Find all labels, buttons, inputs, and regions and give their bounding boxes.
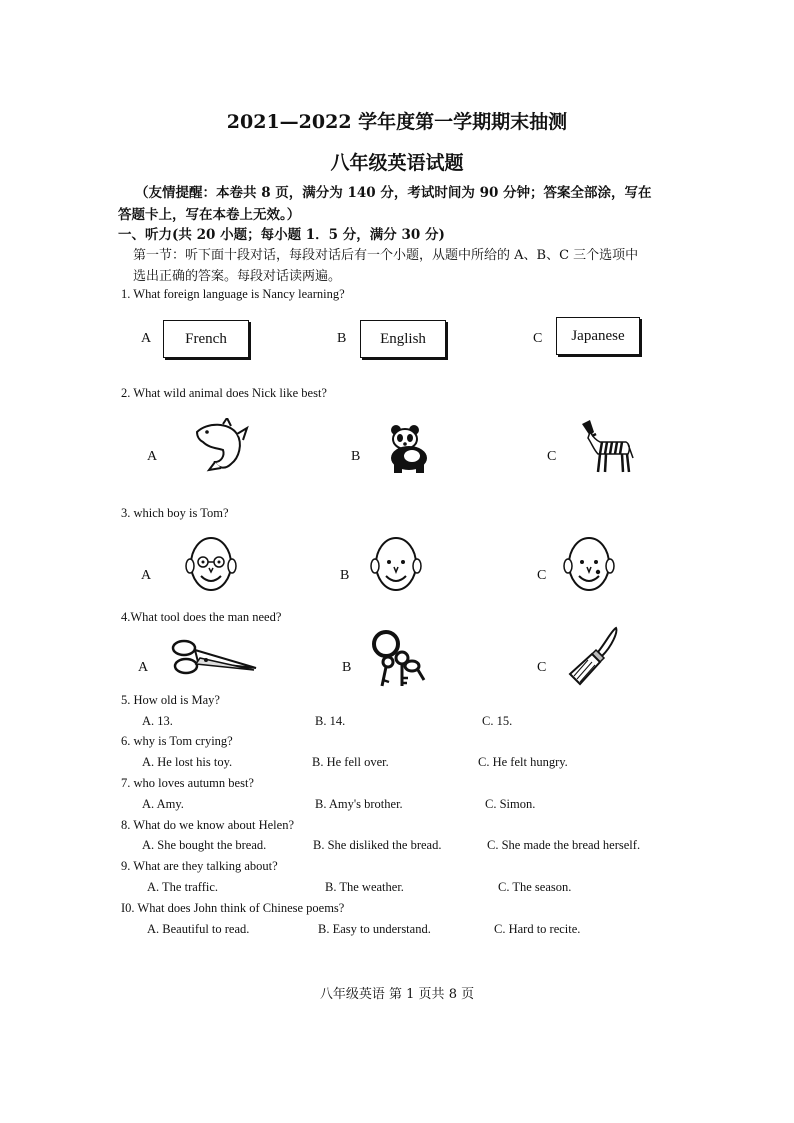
answer-box-japanese: Japanese bbox=[556, 317, 640, 355]
exam-subtitle: 八年级英语试题 bbox=[330, 152, 464, 174]
dolphin-icon bbox=[193, 418, 251, 474]
option-b: B. Easy to understand. bbox=[318, 922, 431, 936]
option-letter-c: C bbox=[537, 568, 547, 583]
section-instruction-line2: 选出正确的答案。每段对话读两遍。 bbox=[133, 269, 342, 284]
answer-box-english: English bbox=[360, 320, 446, 358]
option-letter-a: A bbox=[141, 331, 152, 346]
question-2: 2. What wild animal does Nick like best? bbox=[121, 386, 327, 400]
question-10: I0. What does John think of Chinese poems? bbox=[121, 901, 345, 915]
page-footer: 八年级英语 第 1 页共 8 页 bbox=[319, 987, 475, 1002]
option-letter-a: A bbox=[138, 660, 149, 675]
scissors-icon bbox=[170, 638, 258, 678]
zebra-icon bbox=[578, 418, 634, 474]
question-4: 4.What tool does the man need? bbox=[121, 610, 282, 624]
option-a: A. She bought the bread. bbox=[142, 838, 267, 852]
question-1: 1. What foreign language is Nancy learning? bbox=[121, 287, 345, 301]
option-c: C. The season. bbox=[498, 880, 572, 894]
option-letter-a: A bbox=[147, 449, 158, 464]
option-c: C. 15. bbox=[482, 714, 513, 728]
face-bald-icon bbox=[370, 532, 422, 596]
option-a: A. 13. bbox=[142, 714, 173, 728]
option-b: B. He fell over. bbox=[312, 755, 389, 769]
option-c: C. Simon. bbox=[485, 797, 536, 811]
option-b: B. 14. bbox=[315, 714, 346, 728]
answer-box-french: French bbox=[163, 320, 249, 358]
face-mole-icon bbox=[563, 532, 615, 596]
option-a: A. Beautiful to read. bbox=[147, 922, 250, 936]
question-5: 5. How old is May? bbox=[121, 693, 220, 707]
option-b: B. Amy's brother. bbox=[315, 797, 403, 811]
keys-icon bbox=[368, 628, 426, 690]
panda-icon bbox=[388, 424, 430, 474]
option-c: C. He felt hungry. bbox=[478, 755, 568, 769]
option-a: A. Amy. bbox=[142, 797, 184, 811]
question-9: 9. What are they talking about? bbox=[121, 859, 278, 873]
question-7: 7. who loves autumn best? bbox=[121, 776, 254, 790]
option-letter-b: B bbox=[351, 449, 361, 464]
exam-note-line1: （友情提醒：本卷共 8 页，满分为 140 分，考试时间为 90 分钟；答案全部涂，写在 bbox=[135, 185, 652, 201]
option-c: C. Hard to recite. bbox=[494, 922, 581, 936]
option-a: A. He lost his toy. bbox=[142, 755, 233, 769]
paintbrush-icon bbox=[568, 626, 620, 688]
question-3: 3. which boy is Tom? bbox=[121, 506, 229, 520]
face-glasses-icon bbox=[185, 532, 237, 596]
option-letter-b: B bbox=[337, 331, 347, 346]
option-b: B. The weather. bbox=[325, 880, 404, 894]
option-letter-a: A bbox=[141, 568, 152, 583]
exam-title: 2021—2022 学年度第一学期期末抽测 bbox=[226, 111, 568, 133]
option-c: C. She made the bread herself. bbox=[487, 838, 641, 852]
section-heading: 一、听力(共 20 小题；每小题 1．5 分，满分 30 分) bbox=[118, 227, 445, 243]
section-instruction-line1: 第一节：听下面十段对话，每段对话后有一个小题，从题中所给的 A、B、C 三个选项中 bbox=[133, 248, 639, 263]
option-a: A. The traffic. bbox=[147, 880, 219, 894]
option-b: B. She disliked the bread. bbox=[313, 838, 442, 852]
option-letter-c: C bbox=[533, 331, 543, 346]
question-6: 6. why is Tom crying? bbox=[121, 734, 233, 748]
option-letter-b: B bbox=[342, 660, 352, 675]
option-letter-c: C bbox=[547, 449, 557, 464]
question-8: 8. What do we know about Helen? bbox=[121, 818, 294, 832]
option-letter-c: C bbox=[537, 660, 547, 675]
option-letter-b: B bbox=[340, 568, 350, 583]
exam-note-line2: 答题卡上，写在本卷上无效。） bbox=[118, 207, 301, 223]
